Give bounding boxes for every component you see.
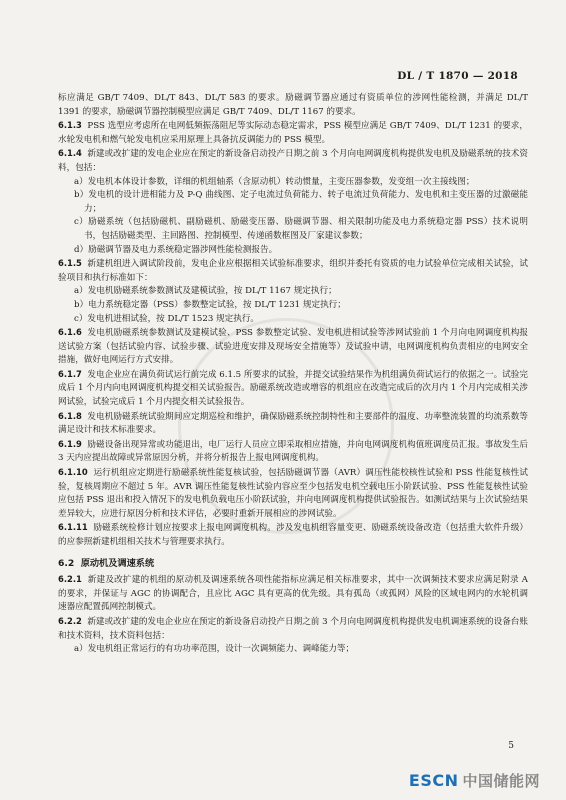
section-number: 6.2 bbox=[58, 557, 75, 569]
paragraph-text: a）发电机组正常运行的有功功率范围，设计一次调频能力、调峰能力等； bbox=[74, 644, 355, 655]
paragraph-text: 新建及改扩建的机组的原动机及调速系统各项性能指标应满足相关标准要求，其中一次调频技术要求应满足附录 A 的要求，并保证与 AGC 的协调配合，且应比 AGC 具有更高的优先级。具有孤岛（或孤网）风险的区域电网内的水轮机调速器应配置孤网控制模式。 bbox=[58, 575, 528, 613]
list-item bbox=[58, 189, 528, 216]
paragraph-text: 发电机励磁系统参数测试及建模试验、PSS 参数整定试验、发电机进相试验等涉网试验前 1 个月向电网调度机构报送试验方案（包括试验内容、试验步骤、试验进度安排及现场安全措施等）及试验申请，电网调度机构负责相应的电网安全措施，做好电网运行方式安排。 bbox=[58, 328, 528, 366]
list-item bbox=[58, 176, 528, 190]
document-code: DL / T 1870 — 2018 bbox=[397, 70, 518, 82]
paragraph-text: 发电企业应在满负荷试运行前完成 6.1.5 所要求的试验，并提交试验结果作为机组满负荷试运行的依据之一。试验完成后 1 个月内向电网调度机构提交相关试验报告。励磁系统改造或增容的机组应在改造完成后的次月内 1 个月内完成相关涉网试验，试验完成后 1 个月内提交相关试验报告。 bbox=[58, 369, 528, 408]
list-item bbox=[58, 643, 528, 657]
clause-number: 6.1.5 bbox=[58, 258, 82, 269]
paragraph-text: 发电机励磁系统试验期间应定期巡检和维护，确保励磁系统控制特性和主要部件的温度、功率整流装置的均流系数等满足设计和技术标准要求。 bbox=[58, 411, 528, 436]
paragraph bbox=[58, 368, 528, 410]
clause-number: 6.1.10 bbox=[58, 467, 88, 478]
list-item bbox=[58, 216, 528, 243]
paragraph-text: 新建机组进入调试阶段前，发电企业应根据相关试验标准要求，组织并委托有资质的电力试验单位完成相关试验，试验项目和执行标准如下： bbox=[58, 259, 528, 283]
paragraph bbox=[58, 92, 528, 119]
document-body bbox=[58, 92, 528, 657]
paragraph-text: 新建或改扩建的发电企业应在预定的新设备启动投产日期之前 3 个月向电网调度机构提供发电机调速系统的设备台账和技术资料，技术资料包括： bbox=[58, 616, 528, 641]
list-item bbox=[58, 313, 528, 327]
paragraph bbox=[58, 326, 528, 368]
list-item bbox=[58, 285, 528, 299]
paragraph bbox=[58, 438, 528, 466]
paragraph bbox=[58, 147, 528, 175]
paragraph-text: 励磁设备出现异常或功能退出，电厂运行人员应立即采取相应措施，并向电网调度机构值班调度员汇报。事故发生后 3 天内应提出故障或异常原因分析，并将分析报告上报电网调度机构。 bbox=[58, 439, 528, 464]
paragraph bbox=[58, 410, 528, 438]
paragraph-text: b）发电机的设计进相能力及 P-Q 曲线图、定子电流过负荷能力、转子电流过负荷能力、发电机和主变压器的过激磁能力； bbox=[74, 190, 528, 214]
section-title bbox=[58, 557, 528, 571]
clause-number: 6.1.11 bbox=[58, 522, 88, 533]
paragraph bbox=[58, 573, 528, 615]
paragraph-text: b）电力系统稳定器（PSS）参数整定试验，按 DL/T 1231 规定执行； bbox=[74, 299, 346, 310]
clause-number: 6.2.2 bbox=[58, 615, 82, 626]
paragraph bbox=[58, 521, 528, 549]
paragraph-text: PSS 选型应考虑所在电网低频振荡阻尼等实际动态稳定需求，PSS 模型应满足 GB/T 7409、DL/T 1231 的要求，水轮发电机和燃气轮发电机应采用原理上具备抗反调能力的 PSS 模型。 bbox=[58, 121, 528, 145]
clause-number: 6.1.7 bbox=[58, 368, 82, 379]
paragraph bbox=[58, 615, 528, 643]
clause-number: 6.1.6 bbox=[58, 327, 82, 338]
clause-number: 6.1.3 bbox=[58, 120, 82, 131]
paragraph-text: c）励磁系统（包括励磁机、副励磁机、励磁变压器、励磁调节器、相关限制功能及电力系统稳定器 PSS）技术说明书，包括励磁类型、主回路图、控制模型、传递函数框图及厂家建议参数； bbox=[74, 217, 528, 241]
page-number: 5 bbox=[508, 741, 514, 751]
paragraph bbox=[58, 257, 528, 285]
paragraph-text: c）发电机进相试验，按 DL/T 1523 规定执行。 bbox=[74, 313, 260, 324]
paragraph-text: a）发电机本体设计参数，详细的机组轴系（含原动机）转动惯量，主变压器参数，发变组一次主接线图； bbox=[74, 176, 475, 187]
clause-number: 6.1.9 bbox=[58, 438, 82, 449]
paragraph-text: 运行机组应定期进行励磁系统性能复核试验，包括励磁调节器（AVR）调压性能校核性试验和 PSS 性能复核性试验，复核周期应不超过 5 年。AVR 调压性能复核性试验内容应至少包括发电机空载电压小阶跃试验、PSS 性能复核性试验应包括 PSS 退出和投入情况下的发电机负载电压小阶跃试验，并向电网调度机构提供试验报告。如测试结果与上次试验结果差异较大，应进行原因分析和技术评估，必要时重新开展相应的涉网试验。 bbox=[58, 468, 529, 519]
site-logo bbox=[409, 770, 540, 791]
clause-number: 6.1.8 bbox=[58, 410, 82, 421]
logo-chinese: 中国储能网 bbox=[462, 772, 540, 790]
list-item bbox=[58, 244, 528, 258]
paragraph bbox=[58, 466, 528, 521]
logo-latin: ESCN bbox=[408, 771, 459, 790]
paragraph-text: 励磁系统检修计划应按要求上报电网调度机构。涉及发电机组容量变更、励磁系统设备改造（包括重大软件升级）的应参照新建机组相关技术与管理要求执行。 bbox=[58, 523, 528, 547]
paragraph-text: d）励磁调节器及电力系统稳定器涉网性能检测报告。 bbox=[74, 244, 278, 255]
clause-number: 6.2.1 bbox=[58, 574, 82, 585]
paragraph-text: 标应满足 GB/T 7409、DL/T 843、DL/T 583 的要求。励磁调节器应通过有资质单位的涉网性能检测，并满足 DL/T 1391 的要求，励磁调节器控制模型应满足 GB/T 7409、DL/T 1167 的要求。 bbox=[58, 93, 528, 117]
list-item bbox=[58, 299, 528, 313]
section-title-text: 原动机及调速系统 bbox=[80, 557, 155, 569]
paragraph bbox=[58, 119, 528, 147]
paragraph-text: a）发电机励磁系统参数测试及建模试验，按 DL/T 1167 规定执行； bbox=[74, 286, 337, 297]
paragraph-text: 新建或改扩建的发电企业应在预定的新设备启动投产日期之前 3 个月向电网调度机构提供发电机及励磁系统的技术资料，包括： bbox=[58, 149, 528, 173]
clause-number: 6.1.4 bbox=[58, 148, 82, 159]
